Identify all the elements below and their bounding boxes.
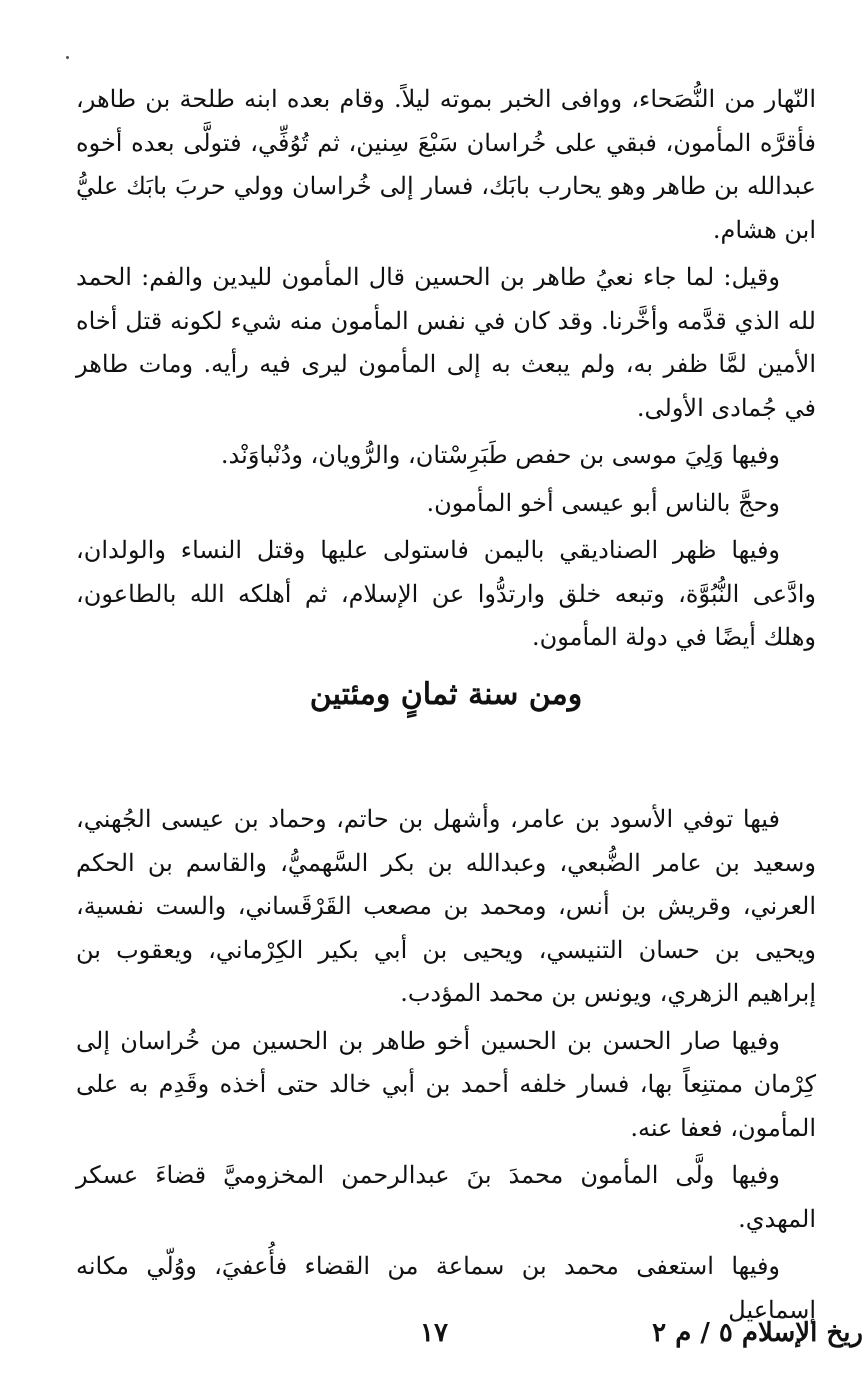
- paragraph: وقيل: لما جاء نعيُ طاهر بن الحسين قال المأمون لليدين والفم: الحمد لله الذي قدَّمه وأخَّرنا. وقد كان في نفس المأمون منه شيء لكونه قتل أخاه الأمين لمَّا ظفر به، ولم يبعث به إلى المأمون ليرى فيه رأيه. ومات طاهر في جُمادى الأولى.: [76, 263, 816, 422]
- margin-mark: [66, 56, 69, 59]
- body-text-bottom: [76, 798, 816, 1336]
- paragraph: وحجَّ بالناس أبو عيسى أخو المأمون.: [426, 488, 780, 517]
- paragraph: وفيها ظهر الصناديقي باليمن فاستولى عليها وقتل النساء والولدان، وادَّعى النُّبُوَّة، وتبعه خلق وارتدُّوا عن الإسلام، ثم أهلكه الله بالطاعون، وهلك أيضًا في دولة المأمون.: [76, 536, 816, 651]
- paragraph: وفيها وَلِيَ موسى بن حفص طَبَرِسْتان، والرُّويان، ودُنْباوَنْد.: [220, 441, 780, 469]
- paragraph: وفيها استعفى محمد بن سماعة من القضاء فأُعفيَ، ووُلّي مكانه إسماعيل: [76, 1252, 816, 1324]
- page-number: ١٧: [420, 1318, 448, 1348]
- paragraph: وفيها ولَّى المأمون محمدَ بنَ عبدالرحمن المخزوميَّ قضاءَ عسكر المهدي.: [76, 1161, 816, 1233]
- paragraph: فيها توفي الأسود بن عامر، وأشهل بن حاتم، وحماد بن عيسى الجُهني، وسعيد بن عامر الضُّبعي، وعبدالله بن بكر السَّهميُّ، والقاسم بن الحكم العرني، وقريش بن أنس، ومحمد بن مصعب القَرْقَساني، والست نفسية، ويحيى بن حسان التنيسي، ويحيى بن أبي بكير الكِرْماني، ويعقوب بن إبراهيم الزهري، ويونس بن محمد المؤدب.: [76, 805, 816, 1007]
- paragraph: وفيها صار الحسن بن الحسين أخو طاهر بن الحسين من خُراسان إلى كِرْمان ممتنِعاً بها، فسار خلفه أحمد بن أبي خالد حتى أخذه وقَدِم به على المأمون، فعفا عنه.: [76, 1026, 816, 1142]
- book-title-footer: ريخ الإسلام ٥ / م ٢: [652, 1318, 863, 1348]
- section-heading: ومن سنة ثمانٍ ومئتين: [309, 677, 583, 712]
- body-text-top: [76, 78, 816, 664]
- paragraph: النّهار من النُّصَحاء، ووافى الخبر بموته ليلاً. وقام بعده ابنه طلحة بن طاهر، فأقرَّه المأمون، فبقي على خُراسان سَبْعَ سِنين، ثم تُوُفِّي، فتولَّى بعده أخوه عبدالله بن طاهر وهو يحارب بابَك، فسار إلى خُراسان وولي حربَ بابَك عليُّ ابن هشام.: [76, 85, 816, 244]
